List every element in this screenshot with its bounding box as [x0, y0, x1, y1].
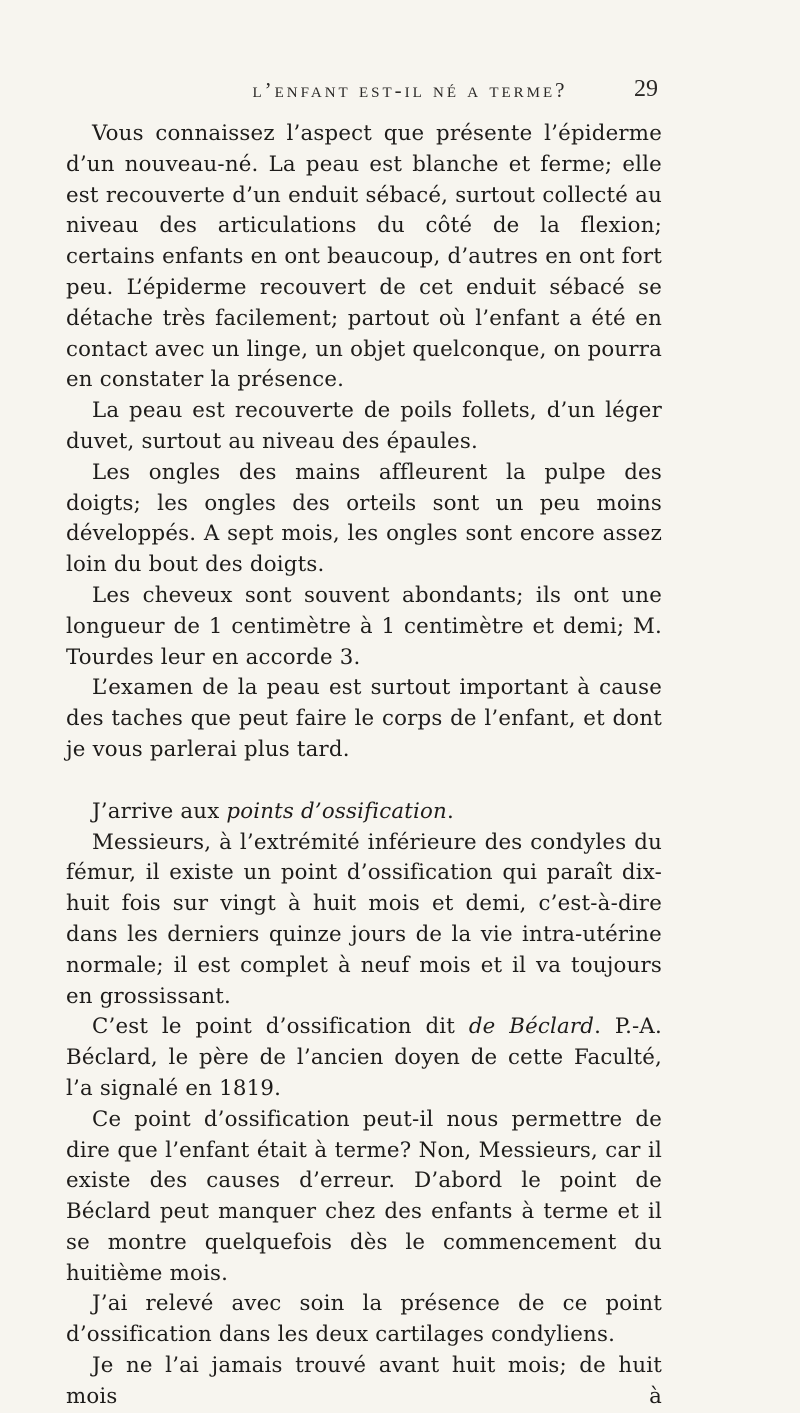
beclard-lead: C’est le point d’ossification dit	[92, 1014, 469, 1040]
ossification-intro-lead: J’arrive aux	[92, 798, 227, 824]
paragraph-ossification-intro	[66, 797, 662, 828]
paragraph-epidermis: Vous connaissez l’aspect que présente l’épiderme d’un nouveau-né. La peau est blanche et ferme; elle est recouverte d’un enduit sébacé, surtout collecté au niveau des articulations du côté de la flexion; certains enfants en ont beaucoup, d’autres en ont fort peu. L’épiderme recouvert de cet enduit sébacé se détache très facilement; partout où l’enfant a été en contact avec un linge, un objet quelconque, on pourra en constater la présence.	[66, 121, 662, 393]
paragraph-cartilages: J’ai relevé avec soin la présence de ce point d’ossification dans les deux cartilages condyliens.	[66, 1291, 662, 1348]
paragraph-femur: Messieurs, à l’extrémité inférieure des condyles du fémur, il existe un point d’ossification qui paraît dix-huit fois sur vingt à huit mois et demi, c’est-à-dire dans les derniers quinze jours de la vie intra-utérine normale; il est complet à neuf mois et il va toujours en grossissant.	[66, 829, 662, 1009]
ossification-intro-tail: .	[446, 798, 454, 824]
beclard-italic: de Béclard	[468, 1014, 595, 1040]
paragraph-hair-down: La peau est recouverte de poils follets, d’un léger duvet, surtout au niveau des épaules.	[66, 398, 662, 454]
running-head: l’enfant est-il né a terme?	[252, 78, 568, 102]
ossification-intro-italic: points d’ossification	[226, 798, 447, 824]
paragraph-skin-exam: L’examen de la peau est surtout important à cause des taches que peut faire le corps de l’enfant, et dont je vous parlerai plus tard.	[66, 675, 662, 762]
body-text	[66, 119, 662, 1413]
paragraph-errors: Ce point d’ossification peut-il nous permettre de dire que l’enfant était à terme? Non, Messieurs, car il existe des causes d’erreur. D’abord le point de Béclard peut manquer chez des enfants à terme et il se montre quelquefois dès le commencement du huitième mois.	[66, 1106, 662, 1286]
paragraph-beclard	[66, 1012, 662, 1104]
paragraph-nails: Les ongles des mains affleurent la pulpe des doigts; les ongles des orteils sont un peu moins développés. A sept mois, les ongles sont encore assez loin du bout des doigts.	[66, 459, 662, 578]
paragraph-continuation: Je ne l’ai jamais trouvé avant huit mois; de huit mois à	[66, 1353, 662, 1409]
beclard-tail: . P.-A. Béclard, le père de l’ancien doyen de cette Faculté, l’a signalé en 1819.	[66, 1014, 662, 1101]
page-number: 29	[634, 76, 658, 102]
paragraph-hair: Les cheveux sont souvent abondants; ils ont une longueur de 1 centimètre à 1 centimètre et demi; M. Tourdes leur en accorde 3.	[66, 582, 662, 670]
